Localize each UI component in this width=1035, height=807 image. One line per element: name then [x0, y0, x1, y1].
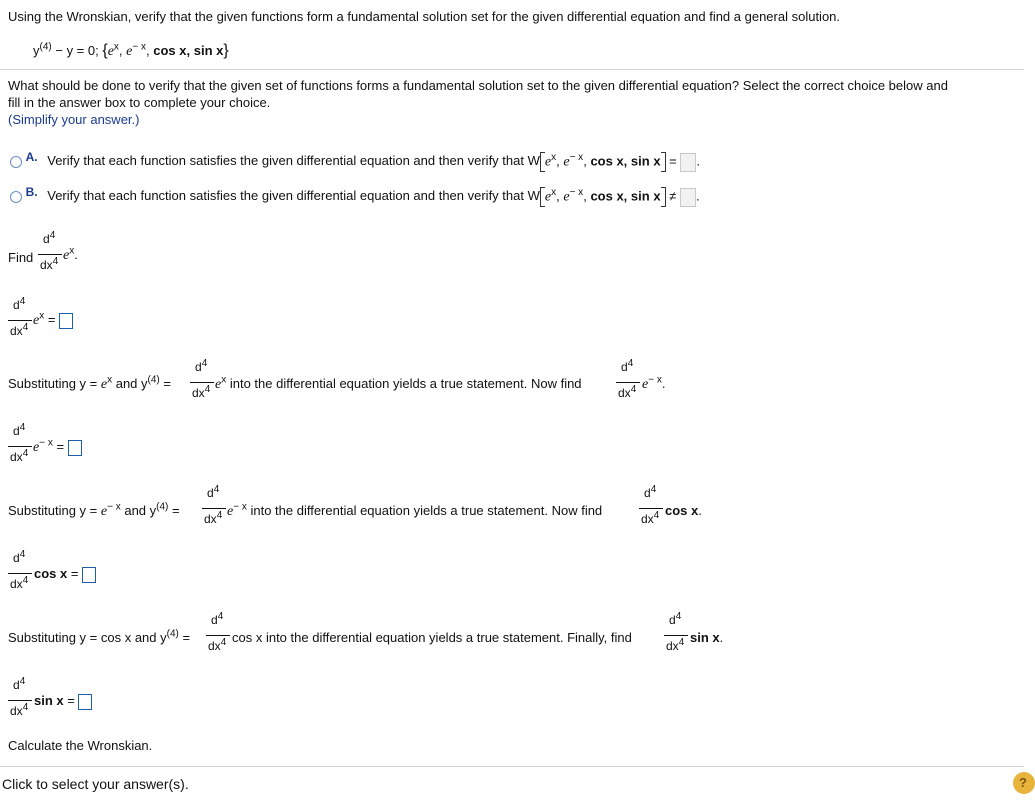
option-a-answer-box[interactable] [680, 153, 696, 172]
simplify-hint: (Simplify your answer.) [8, 112, 140, 127]
divider-top [0, 69, 1024, 70]
sub-enegx-line: Substituting $y = e^{- x}$ and $y^{(4)}$ = [8, 501, 180, 519]
deriv-frac-find3: $d^4$ $dx^4$ [639, 486, 663, 532]
deriv-frac-find1 [38, 232, 62, 278]
part1-question-line2: fill in the answer box to complete your choice. [8, 95, 271, 110]
enegx-deriv-eq: $e^{- x}$ = [33, 439, 82, 456]
option-b-answer-box[interactable] [680, 188, 696, 207]
option-b-fn-e1: e [544, 189, 552, 205]
equation-y: y [33, 43, 40, 58]
sub-cos-line-rest: cos x into the differential equation yields a true statement. Finally, find [232, 630, 632, 645]
deriv-den: $dx^4$ [40, 256, 59, 272]
option-b-relation: ≠ [669, 188, 677, 204]
problem-equation [33, 42, 229, 60]
option-a-fn-e2: e [563, 154, 570, 170]
divider-bottom [0, 766, 1024, 767]
option-a-text: Verify that each function satisfies the given differential equation and then verify that W [47, 153, 540, 169]
deriv-frac-cos: $d^4$ $dx^4$ [8, 551, 32, 597]
deriv-frac-sub2: $d^4$ $dx^4$ [202, 486, 226, 532]
sub-enegx-line-rest: $e^{- x}$ into the differential equation yields a true statement. Now find [227, 501, 603, 519]
option-a-fn-cos: cos x, [590, 153, 628, 169]
option-b-fn-e2-exp: − x [569, 187, 584, 199]
cos-deriv-eq: cos x = [34, 566, 96, 583]
option-b-radio[interactable] [10, 191, 22, 203]
find-label-1: Find [8, 250, 34, 265]
option-a-letter: A. [25, 150, 38, 165]
option-b-text: Verify that each function satisfies the given differential equation and then verify that W [47, 188, 540, 204]
option-b-fn-e2: e [563, 189, 570, 205]
fn-e2: e [126, 44, 133, 59]
fn-sin: sin x [193, 43, 224, 58]
option-b-comma1: , [556, 188, 560, 204]
option-b-comma2: , [583, 188, 587, 204]
find3-expr: cos x. [665, 503, 702, 518]
click-to-select: Click to select your answer(s). [2, 776, 189, 792]
help-icon[interactable]: ? [1013, 772, 1035, 794]
deriv-frac-sin: $d^4$ $dx^4$ [8, 678, 32, 724]
option-a-comma2: , [583, 153, 587, 169]
calculate-wronskian: Calculate the Wronskian. [8, 738, 153, 753]
ex-deriv-eq: $e^x$ = [33, 312, 73, 329]
answer-box-sin[interactable] [78, 694, 92, 710]
option-a-fn-e2-exp: − x [569, 152, 584, 164]
sub-ex-line: Substituting $y = e^x$ and $y^{(4)}$ = [8, 374, 171, 392]
find2-expr: $e^{- x}$. [642, 374, 666, 392]
option-a-fn-sin: sin x [630, 153, 661, 169]
fn-cos: cos x, [153, 43, 191, 58]
option-b-period: . [695, 188, 700, 204]
find4-expr: sin x. [690, 630, 724, 645]
set-close-brace: } [223, 42, 229, 59]
fn-comma1: , [118, 43, 123, 58]
fn-e1: e [107, 44, 114, 59]
find1-expr: $e^x$. [63, 245, 78, 263]
option-a-fn-e1-exp: x [551, 152, 557, 164]
deriv-frac-sub1: $d^4$ $dx^4$ [190, 360, 214, 406]
option-b-bracket-right [661, 187, 666, 207]
option-b-fn-sin: sin x [630, 188, 661, 204]
deriv-frac-find4: $d^4$ $dx^4$ [664, 613, 688, 659]
fn-comma2: , [146, 43, 150, 58]
fn-e2-exp: − x [132, 41, 147, 53]
option-a-relation: = [669, 153, 677, 169]
problem-prompt: Using the Wronskian, verify that the given functions form a fundamental solution set for the given differential equation and find a general solution. [8, 9, 841, 24]
option-b-letter: B. [25, 185, 38, 200]
equation-rest: − y = 0; [55, 43, 99, 58]
part1-question: What should be done to verify that the given set of functions forms a fundamental solution set to the given differential equation? Select the correct choice below and [8, 78, 948, 93]
option-a[interactable] [10, 152, 700, 176]
fn-e1-exp: x [113, 41, 119, 53]
sin-deriv-eq: sin x = [34, 693, 92, 710]
deriv-frac-ex: $d^4$ $dx^4$ [8, 298, 32, 344]
answer-box-cos[interactable] [82, 567, 96, 583]
answer-box-enegx[interactable] [68, 440, 82, 456]
option-b-fn-e1-exp: x [551, 187, 557, 199]
sub-cos-line: Substituting y = cos x and $y^{(4)}$ = [8, 628, 191, 645]
option-a-comma1: , [556, 153, 560, 169]
option-b-fn-cos: cos x, [590, 188, 628, 204]
option-a-bracket-right [661, 152, 666, 172]
deriv-frac-find2: $d^4$ $dx^4$ [616, 360, 640, 406]
option-a-period: . [696, 153, 701, 169]
deriv-frac-sub3: $d^4$ $dx^4$ [206, 613, 230, 659]
option-a-radio[interactable] [10, 156, 22, 168]
set-open-brace: { [102, 42, 108, 59]
answer-box-ex[interactable] [59, 313, 73, 329]
deriv-num: $d^4$ [43, 230, 56, 246]
equation-order: (4) [39, 41, 52, 53]
option-b[interactable] [10, 187, 700, 211]
option-a-fn-e1: e [544, 154, 552, 170]
deriv-frac-enegx: $d^4$ $dx^4$ [8, 424, 32, 470]
sub-ex-line-rest: $e^x$ into the differential equation yields a true statement. Now find [215, 374, 582, 392]
